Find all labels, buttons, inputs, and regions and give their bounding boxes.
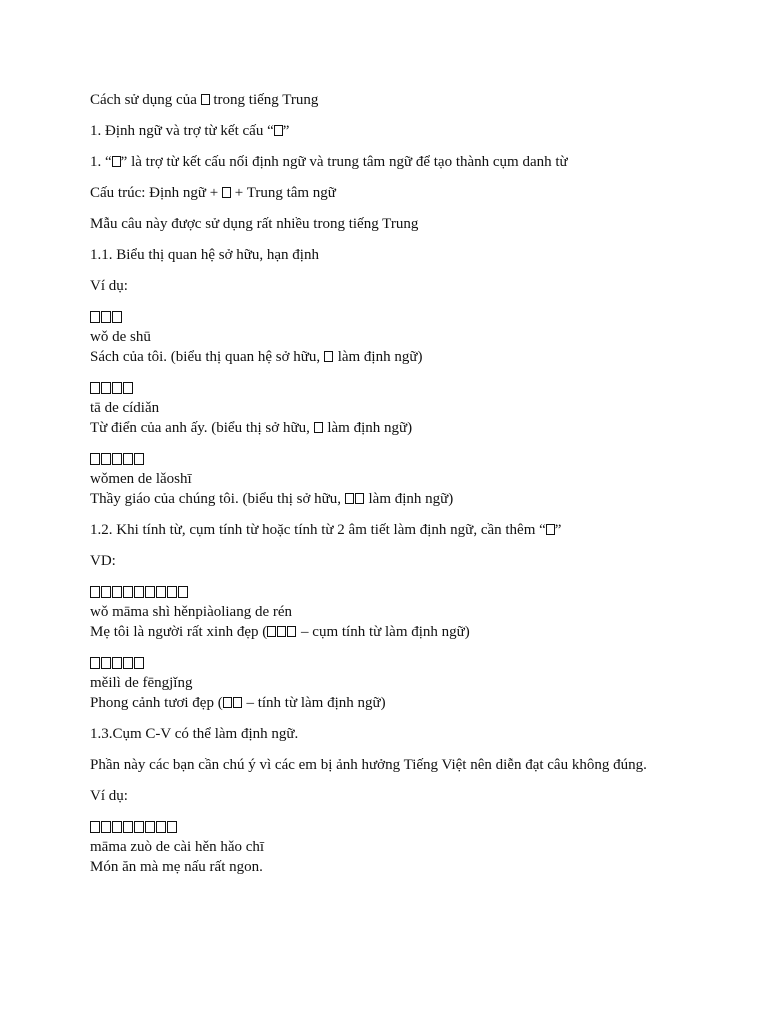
missing-glyph-box xyxy=(101,657,111,669)
missing-glyph-box xyxy=(277,626,286,637)
meaning-text-post: làm định ngữ) xyxy=(333,349,423,365)
meaning-line: Món ăn mà mẹ nấu rất ngon. xyxy=(90,859,263,875)
meaning-line xyxy=(90,347,710,367)
missing-glyph-box xyxy=(156,586,166,598)
missing-glyph-box xyxy=(134,586,144,598)
section-heading-1-1: 1.1. Biểu thị quan hệ sở hữu, hạn định xyxy=(90,247,319,263)
heading-text-pre: 1.2. Khi tính từ, cụm tính từ hoặc tính từ 2 âm tiết làm định ngữ, cần thêm “ xyxy=(90,522,546,538)
paragraph-text-post: ” là trợ từ kết cấu nối định ngữ và trung tâm ngữ để tạo thành cụm danh từ xyxy=(120,154,568,170)
meaning-text-pre: Từ điển của anh ấy. (biểu thị sở hữu, xyxy=(90,420,314,436)
heading-text-post: ” xyxy=(282,123,290,139)
missing-glyph-box xyxy=(287,626,296,637)
meaning-text-pre: Mẹ tôi là người rất xinh đẹp ( xyxy=(90,624,268,640)
missing-glyph-box xyxy=(90,821,100,833)
missing-glyph-group xyxy=(267,624,297,640)
pinyin-line: tā de cídiǎn xyxy=(90,400,160,416)
missing-glyph-box xyxy=(123,453,133,465)
missing-glyph-box xyxy=(112,311,122,323)
meaning-text-pre: Phong cảnh tươi đẹp ( xyxy=(90,695,223,711)
missing-glyph-box xyxy=(233,697,242,708)
missing-glyph-box xyxy=(112,586,122,598)
paragraph-text-pre: 1. “ xyxy=(90,154,112,170)
document-page xyxy=(90,90,710,888)
missing-glyph-box xyxy=(324,351,333,362)
paragraph-definition xyxy=(90,152,710,172)
meaning-line xyxy=(90,418,710,438)
title-text-pre: Cách sử dụng của xyxy=(90,92,201,108)
hanzi-line xyxy=(90,582,710,602)
paragraph-structure xyxy=(90,183,710,203)
meaning-line xyxy=(90,489,710,509)
example-block xyxy=(90,307,710,367)
missing-glyph-box xyxy=(145,821,155,833)
missing-glyph-box xyxy=(267,626,276,637)
missing-glyph-box xyxy=(90,382,100,394)
meaning-text-post: làm định ngữ) xyxy=(364,491,454,507)
missing-glyph-box xyxy=(355,493,364,504)
missing-glyph-box xyxy=(223,697,232,708)
hanzi-line xyxy=(90,378,710,398)
missing-glyph-box xyxy=(134,657,144,669)
missing-glyph-box xyxy=(101,382,111,394)
meaning-text-post: – cụm tính từ làm định ngữ) xyxy=(297,624,470,640)
section-heading-1-2 xyxy=(90,520,710,540)
pinyin-line: wǒ māma shì hěnpiàoliang de rén xyxy=(90,604,293,620)
meaning-text-pre: Sách của tôi. (biểu thị quan hệ sở hữu, xyxy=(90,349,324,365)
example-block xyxy=(90,653,710,713)
example-label: Ví dụ: xyxy=(90,788,128,804)
missing-glyph-box xyxy=(90,453,100,465)
paragraph-note: Phần này các bạn cần chú ý vì các em bị ảnh hưởng Tiếng Việt nên diễn đạt câu không đúng. xyxy=(90,757,647,773)
pinyin-line: měilì de fēngjǐng xyxy=(90,675,193,691)
missing-glyph-box xyxy=(145,586,155,598)
missing-glyph-box xyxy=(167,821,177,833)
example-block xyxy=(90,582,710,642)
section-heading-1 xyxy=(90,121,710,141)
title-text-post: trong tiếng Trung xyxy=(209,92,319,108)
document-title xyxy=(90,90,710,110)
missing-glyph-box xyxy=(314,422,323,433)
missing-glyph-box xyxy=(90,311,100,323)
missing-glyph-box xyxy=(112,657,122,669)
example-block xyxy=(90,449,710,509)
missing-glyph-box xyxy=(167,586,177,598)
missing-glyph-box xyxy=(123,382,133,394)
heading-text-pre: 1. Định ngữ và trợ từ kết cấu “ xyxy=(90,123,274,139)
meaning-text-pre: Thầy giáo của chúng tôi. (biểu thị sở hữu, xyxy=(90,491,345,507)
missing-glyph-box xyxy=(345,493,354,504)
missing-glyph-box xyxy=(123,586,133,598)
missing-glyph-box xyxy=(112,821,122,833)
meaning-text-post: – tính từ làm định ngữ) xyxy=(242,695,386,711)
missing-glyph-box xyxy=(178,586,188,598)
missing-glyph-box xyxy=(134,453,144,465)
missing-glyph-box xyxy=(123,657,133,669)
missing-glyph-box xyxy=(201,94,210,105)
missing-glyph-box xyxy=(101,311,111,323)
heading-text-post: ” xyxy=(554,522,562,538)
missing-glyph-box xyxy=(101,453,111,465)
missing-glyph-group xyxy=(324,349,334,365)
meaning-text-post: làm định ngữ) xyxy=(323,420,413,436)
example-label: VD: xyxy=(90,553,116,569)
missing-glyph-group xyxy=(223,695,243,711)
pinyin-line: wǒ de shū xyxy=(90,329,151,345)
missing-glyph-box xyxy=(546,524,555,535)
example-block xyxy=(90,817,710,877)
missing-glyph-box xyxy=(101,586,111,598)
missing-glyph-box xyxy=(90,657,100,669)
example-block xyxy=(90,378,710,438)
hanzi-line xyxy=(90,307,710,327)
missing-glyph-box xyxy=(112,382,122,394)
hanzi-line xyxy=(90,817,710,837)
structure-text-post: + Trung tâm ngữ xyxy=(231,185,336,201)
missing-glyph-box xyxy=(90,586,100,598)
missing-glyph-box xyxy=(274,125,283,136)
missing-glyph-box xyxy=(156,821,166,833)
paragraph-usage: Mẫu câu này được sử dụng rất nhiều trong tiếng Trung xyxy=(90,216,419,232)
missing-glyph-group xyxy=(314,420,324,436)
meaning-line xyxy=(90,622,710,642)
meaning-line xyxy=(90,693,710,713)
example-label: Ví dụ: xyxy=(90,278,128,294)
hanzi-line xyxy=(90,653,710,673)
missing-glyph-box xyxy=(134,821,144,833)
pinyin-line: wǒmen de lǎoshī xyxy=(90,471,192,487)
missing-glyph-box xyxy=(112,156,121,167)
missing-glyph-box xyxy=(112,453,122,465)
missing-glyph-box xyxy=(101,821,111,833)
hanzi-line xyxy=(90,449,710,469)
missing-glyph-box xyxy=(123,821,133,833)
missing-glyph-group xyxy=(345,491,365,507)
structure-text-pre: Cấu trúc: Định ngữ + xyxy=(90,185,222,201)
section-heading-1-3: 1.3.Cụm C-V có thể làm định ngữ. xyxy=(90,726,299,742)
pinyin-line: māma zuò de cài hěn hǎo chī xyxy=(90,839,265,855)
missing-glyph-box xyxy=(222,187,231,198)
